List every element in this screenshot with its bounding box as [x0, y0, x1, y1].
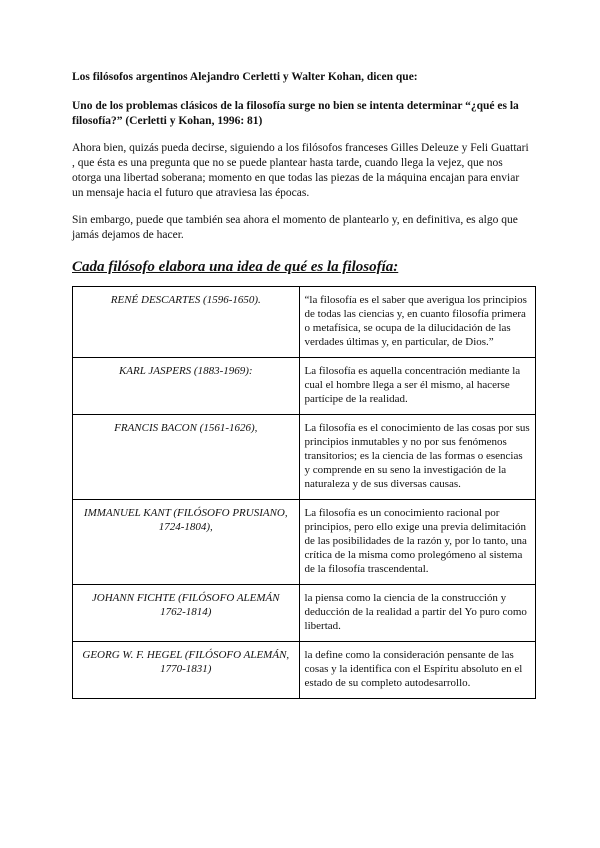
philosopher-name: JOHANN FICHTE (FILÓSOFO ALEMÁN: [91, 592, 280, 604]
table-row: [73, 358, 536, 415]
table-row: [73, 585, 536, 642]
section-heading: Cada filósofo elabora una idea de qué es la filosofía:: [72, 259, 399, 275]
philosopher-name: RENÉ DESCARTES (1596-1650).: [73, 287, 300, 358]
philosopher-definition: “la filosofía es el saber que averigua los principios de todas las ciencias y, en cuanto filosofía primera o metafísica, se ocupa de la dilucidación de las verdades últimas y, en particular, de Dios.”: [299, 287, 535, 358]
document-body: [72, 70, 532, 276]
table-row: [73, 642, 536, 699]
philosopher-name-dates: 1762-1814): [160, 606, 212, 618]
philosopher-definition: la piensa como la ciencia de la construcción y deducción de la realidad a partir del Yo puro como libertad.: [299, 585, 535, 642]
table-row: [73, 287, 536, 358]
philosopher-definition: La filosofía es un conocimiento racional por principios, pero ello exige una previa delimitación de las posibilidades de la razón y, por lo tanto, una crítica de la misma como prolegómeno al sistema de la filosofía trascendental.: [299, 500, 535, 585]
question-paragraph: Uno de los problemas clásicos de la filosofía surge no bien se intenta determinar “¿qué es la filosofía?” (Cerletti y Kohan, 1996: 81): [72, 100, 519, 127]
philosopher-name-cell: [73, 585, 300, 642]
philosopher-definition: la define como la consideración pensante de las cosas y la identifica con el Espíritu absoluto en el estado de su completo autodesarrollo.: [299, 642, 535, 699]
intro-line: Los filósofos argentinos Alejandro Cerletti y Walter Kohan, dicen que:: [72, 71, 418, 83]
philosopher-name: IMMANUEL KANT (FILÓSOFO PRUSIANO, 1724-1804),: [73, 500, 300, 585]
philosopher-definition: La filosofía es aquella concentración mediante la cual el hombre llega a ser él mismo, al hacerse partícipe de la realidad.: [299, 358, 535, 415]
paragraph-sin-embargo: Sin embargo, puede que también sea ahora el momento de plantearlo y, en definitiva, es algo que jamás dejamos de hacer.: [72, 214, 518, 241]
philosopher-definition: La filosofía es el conocimiento de las cosas por sus principios inmutables y no por sus fenómenos transitorios; es la ciencia de las formas o esencias y comprende en su seno la investigación de la naturaleza y de sus diversas causas.: [299, 415, 535, 500]
philosopher-name: FRANCIS BACON (1561-1626),: [73, 415, 300, 500]
philosophers-table: [72, 286, 536, 699]
table-row: [73, 415, 536, 500]
philosopher-name: KARL JASPERS (1883-1969):: [73, 358, 300, 415]
paragraph-deleuze: Ahora bien, quizás pueda decirse, siguiendo a los filósofos franceses Gilles Deleuze y Feli Guattari , que ésta es una pregunta que no se puede plantear hasta tarde, cuando llega la vejez, que nos otorga una libertad soberana; momento en que todas las piezas de la máquina encajan para enviar un mensaje hacia el futuro que atraviesa las épocas.: [72, 142, 529, 199]
philosopher-name: GEORG W. F. HEGEL (FILÓSOFO ALEMÁN, 1770-1831): [73, 642, 300, 699]
table-row: [73, 500, 536, 585]
